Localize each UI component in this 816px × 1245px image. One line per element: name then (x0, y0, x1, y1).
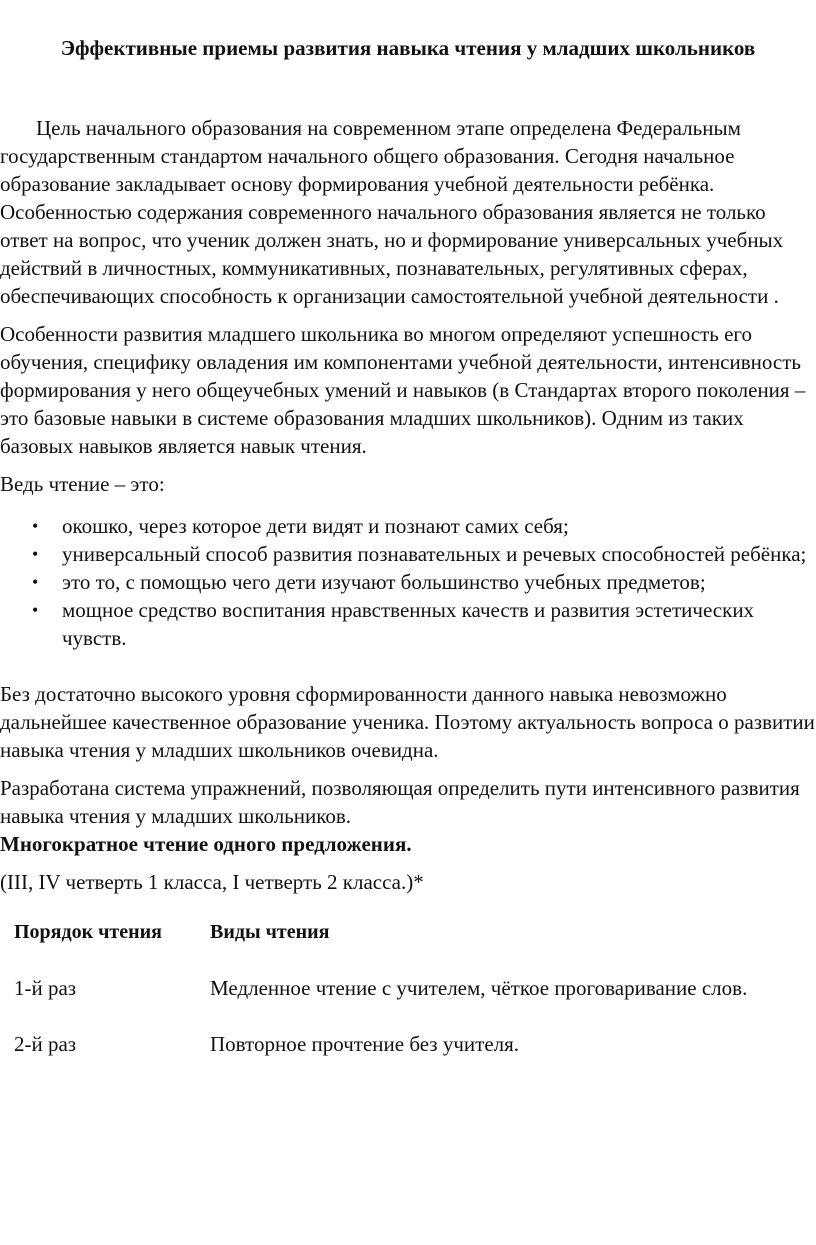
bullet-icon: • (32, 516, 39, 536)
table-cell-order: 1-й раз (14, 976, 77, 1000)
table-header-order: Порядок чтения (14, 921, 162, 943)
table-row (0, 974, 790, 1030)
reading-definition-list (0, 512, 816, 652)
paragraph-development: Особенности развития младшего школьника во многом определяют успешность его обучения, специфику овладения им компонентами учебной деятельности, интенсивность формирования у него общеучебных умений и навыков (в Стандартах второго поколения – это базовые навыки в системе образования младших школьников). Одним из таких базовых навыков является навык чтения. (0, 322, 806, 458)
list-item (32, 596, 816, 652)
list-item (32, 568, 816, 596)
paragraph-exercise-system: Разработана система упражнений, позволяющая определить пути интенсивного развития навыка чтения у младших школьников. (0, 776, 800, 828)
table-cell-kind: Медленное чтение с учителем, чёткое проговаривание слов. (210, 976, 748, 1000)
list-item-text: универсальный способ развития познавательных и речевых способностей ребёнка; (62, 542, 807, 566)
exercise-heading: Многократное чтение одного предложения. (0, 832, 412, 856)
document-title: Эффективные приемы развития навыка чтения у младших школьников (60, 36, 756, 60)
document-body (0, 114, 816, 1086)
table-header-kinds: Виды чтения (210, 921, 330, 943)
table-row (0, 1030, 790, 1086)
bullet-icon: • (32, 544, 39, 564)
list-item-text: это то, с помощью чего дети изучают большинство учебных предметов; (62, 570, 706, 594)
paragraph-grade-range: (III, IV четверть 1 класса, I четверть 2 класса.)* (0, 870, 424, 894)
table-header-row (0, 918, 790, 974)
paragraph-importance: Без достаточно высокого уровня сформированности данного навыка невозможно дальнейшее качественное образование ученика. Поэтому актуальность вопроса о развитии навыка чтения у младших школьников очевидна. (0, 682, 815, 762)
paragraph-reading-is: Ведь чтение – это: (0, 472, 165, 496)
bullet-icon: • (32, 600, 39, 620)
list-item-text: окошко, через которое дети видят и познают самих себя; (62, 514, 569, 538)
paragraph-intro: Цель начального образования на современном этапе определена Федеральным государственным стандартом начального общего образования. Сегодня начальное образование закладывает основу формирования учебной деятельности ребёнка. Особенностью содержания современного начального образования является не только ответ на вопрос, что ученик должен знать, но и формирование универсальных учебных действий в личностных, коммуникативных, познавательных, регулятивных сферах, обеспечивающих способность к организации самостоятельной учебной деятельности . (0, 116, 784, 308)
list-item (32, 512, 816, 540)
list-item (32, 540, 816, 568)
table-cell-order: 2-й раз (14, 1032, 77, 1056)
bullet-icon: • (32, 572, 39, 592)
reading-order-table (0, 918, 790, 1086)
table-cell-kind: Повторное прочтение без учителя. (210, 1032, 520, 1056)
list-item-text: мощное средство воспитания нравственных качеств и развития эстетических чувств. (62, 598, 755, 650)
